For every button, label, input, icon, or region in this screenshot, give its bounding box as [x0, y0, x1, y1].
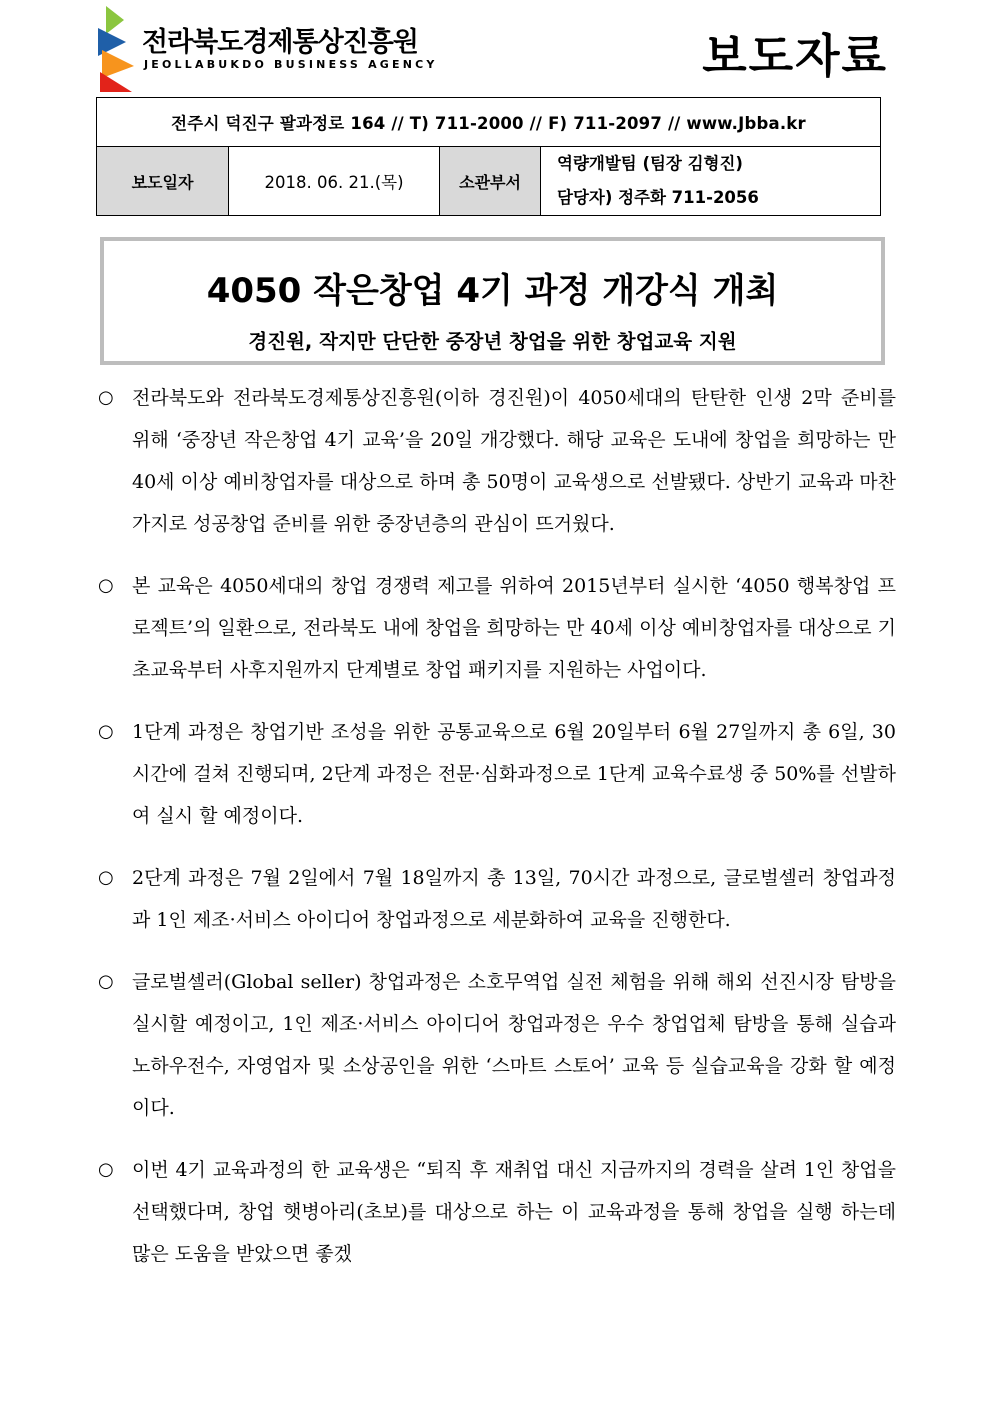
paragraph-text: 전라북도와 전라북도경제통상진흥원(이하 경진원)이 4050세대의 탄탄한 인생 2막 준비를 위해 ‘중장년 작은창업 4기 교육’을 20일 개강했다. 해당 교육은 도내에 창업을 희망하는 만 40세 이상 예비창업자를 대상으로 하며 총 50명이 교육생으로 선발됐다. 상반기 교육과 마찬가지로 성공창업 준비를 위한 중장년층의 관심이 뜨거웠다.: [132, 387, 896, 535]
org-name: 전라북도경제통상진흥원: [142, 27, 418, 58]
paragraph: [96, 565, 896, 691]
contact-line: 전주시 덕진구 팔과정로 164 // T) 711-2000 // F) 711-2097 // www.Jbba.kr: [97, 98, 881, 147]
dept-label: 소관부서: [440, 147, 541, 216]
article-body: [96, 377, 896, 1295]
paragraph-text: 글로벌셀러(Global seller) 창업과정은 소호무역업 실전 체험을 위해 해외 선진시장 탐방을 실시할 예정이고, 1인 제조·서비스 아이디어 창업과정은 우수 창업업체 탐방을 통해 실습과 노하우전수, 자영업자 및 소상공인을 위한 ‘스마트 스토어’ 교육 등 실습교육을 강화 할 예정이다.: [132, 971, 896, 1119]
bullet-circle: ○: [98, 575, 114, 596]
paragraph: [96, 1149, 896, 1275]
org-name-english: JEOLLABUKDO BUSINESS AGENCY: [144, 58, 438, 71]
dept-contact: 담당자) 정주화 711-2056: [557, 188, 759, 207]
dept-team: 역량개발팀 (팀장 김형진): [557, 154, 743, 173]
bullet-circle: ○: [98, 867, 114, 888]
bullet-circle: ○: [98, 1159, 114, 1180]
paragraph-text: 1단계 과정은 창업기반 조성을 위한 공통교육으로 6월 20일부터 6월 27일까지 총 6일, 30시간에 걸쳐 진행되며, 2단계 과정은 전문·심화과정으로 1단계 교육수료생 중 50%를 선발하여 실시 할 예정이다.: [132, 721, 896, 827]
bullet-circle: ○: [98, 971, 114, 992]
dept-cell: [541, 147, 881, 216]
headline-box: [100, 237, 885, 365]
bullet-circle: ○: [98, 721, 114, 742]
paragraph: [96, 961, 896, 1129]
paragraph: [96, 711, 896, 837]
letterhead: [0, 0, 992, 95]
document-type: 보도자료: [702, 29, 888, 83]
paragraph: [96, 377, 896, 545]
paragraph-text: 2단계 과정은 7월 2일에서 7월 18일까지 총 13일, 70시간 과정으로, 글로벌셀러 창업과정과 1인 제조·서비스 아이디어 창업과정으로 세분화하여 교육을 진행한다.: [132, 867, 896, 931]
date-label: 보도일자: [97, 147, 229, 216]
paragraph-text: 이번 4기 교육과정의 한 교육생은 “퇴직 후 재취업 대신 지금까지의 경력을 살려 1인 창업을 선택했다며, 창업 햇병아리(초보)를 대상으로 하는 이 교육과정을 통해 창업을 실행 하는데 많은 도움을 받았으면 좋겠: [132, 1159, 896, 1265]
agency-logo: [96, 6, 136, 92]
paragraph: [96, 857, 896, 941]
headline-title: 4050 작은창업 4기 과정 개강식 개최: [206, 271, 779, 311]
date-value: 2018. 06. 21.(목): [229, 147, 440, 216]
paragraph-text: 본 교육은 4050세대의 창업 경쟁력 제고를 위하여 2015년부터 실시한 ‘4050 행복창업 프로젝트’의 일환으로, 전라북도 내에 창업을 희망하는 만 40세 이상 예비창업자를 대상으로 기초교육부터 사후지원까지 단계별로 창업 패키지를 지원하는 사업이다.: [132, 575, 896, 681]
bullet-circle: ○: [98, 387, 114, 408]
info-table: [96, 97, 881, 216]
headline-subtitle: 경진원, 작지만 단단한 중장년 창업을 위한 창업교육 지원: [248, 330, 737, 353]
